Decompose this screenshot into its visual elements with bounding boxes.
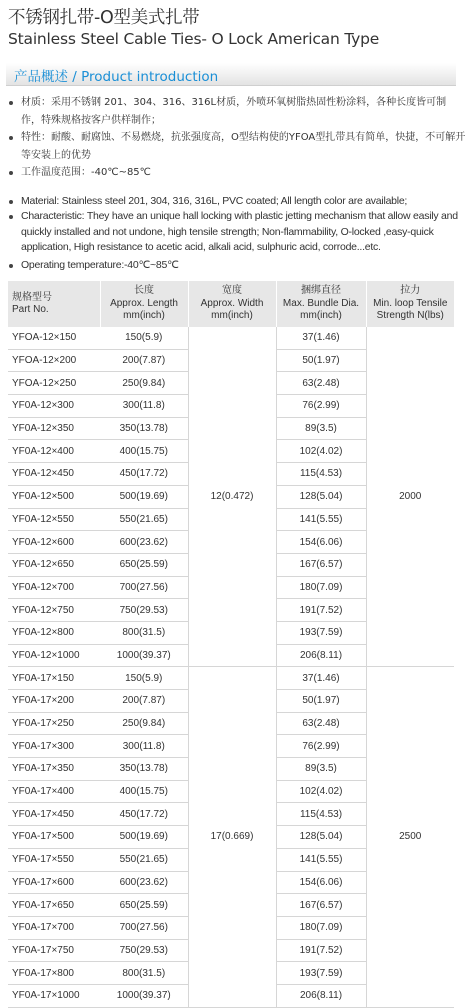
cell-length: 650(25.59): [100, 894, 188, 917]
cell-length: 450(17.72): [100, 463, 188, 486]
cell-part-no: YF0A-12×500: [8, 485, 100, 508]
cell-bundle-dia: 50(1.97): [276, 349, 366, 372]
header-bundle-dia: 捆绑直径 Max. Bundle Dia. mm(inch): [276, 281, 366, 327]
cell-part-no: YF0A-17×300: [8, 735, 100, 758]
cell-part-no: YF0A-12×400: [8, 440, 100, 463]
cell-part-no: YF0A-17×650: [8, 894, 100, 917]
cell-part-no: YF0A-17×750: [8, 939, 100, 962]
cell-part-no: YF0A-12×750: [8, 599, 100, 622]
cell-part-no: YF0A-17×550: [8, 848, 100, 871]
bullet-dot-icon: [9, 101, 13, 105]
header-width: 宽度 Approx. Width mm(inch): [188, 281, 276, 327]
cell-part-no: YF0A-12×600: [8, 531, 100, 554]
cell-bundle-dia: 76(2.99): [276, 735, 366, 758]
cell-bundle-dia: 37(1.46): [276, 327, 366, 349]
cell-length: 550(21.65): [100, 848, 188, 871]
cell-bundle-dia: 37(1.46): [276, 667, 366, 690]
cell-bundle-dia: 89(3.5): [276, 417, 366, 440]
bullet-dot-icon: [9, 136, 13, 140]
section-heading-bar: [6, 63, 456, 86]
cell-width: 17(0.669): [188, 667, 276, 1007]
bullet-dot-icon: [9, 171, 13, 175]
table-body: [8, 327, 454, 1007]
cell-bundle-dia: 115(4.53): [276, 463, 366, 486]
cell-bundle-dia: 193(7.59): [276, 962, 366, 985]
product-description: [8, 94, 466, 273]
table-header-row: [8, 281, 454, 327]
cell-bundle-dia: 206(8.11): [276, 644, 366, 667]
cell-length: 500(19.69): [100, 826, 188, 849]
cell-length: 350(13.78): [100, 417, 188, 440]
bullet-temperature-en: Operating temperature:-40℃~85℃: [8, 258, 466, 274]
cell-part-no: YF0A-12×300: [8, 395, 100, 418]
bullet-characteristic-cn: 特性：耐酸、耐腐蚀、不易燃烧，抗张强度高，O型结构使的YFOA型扎带具有简单，快捷，不可解开等安装上的优势: [8, 129, 466, 164]
cell-bundle-dia: 193(7.59): [276, 621, 366, 644]
cell-length: 800(31.5): [100, 962, 188, 985]
cell-part-no: YF0A-17×150: [8, 667, 100, 690]
cell-length: 700(27.56): [100, 916, 188, 939]
cell-length: 400(15.75): [100, 440, 188, 463]
cell-part-no: YF0A-12×700: [8, 576, 100, 599]
bullet-material-cn: 材质：采用不锈钢 201、304、316、316L材质，外喷环氧树脂热固性粉涂料，各种长度皆可制作，特殊规格按客户供样制作；: [8, 94, 466, 129]
cell-bundle-dia: 191(7.52): [276, 599, 366, 622]
cell-length: 450(17.72): [100, 803, 188, 826]
cell-length: 300(11.8): [100, 735, 188, 758]
cell-length: 750(29.53): [100, 599, 188, 622]
cell-length: 400(15.75): [100, 780, 188, 803]
cell-part-no: YF0A-12×450: [8, 463, 100, 486]
cell-part-no: YF0A-17×700: [8, 916, 100, 939]
cell-part-no: YF0A-17×250: [8, 712, 100, 735]
cell-length: 250(9.84): [100, 372, 188, 395]
cell-bundle-dia: 154(6.06): [276, 531, 366, 554]
header-tensile: 拉力 Min. loop Tensile Strength N(lbs): [366, 281, 454, 327]
cell-part-no: YF0A-17×350: [8, 758, 100, 781]
cell-bundle-dia: 76(2.99): [276, 395, 366, 418]
cell-bundle-dia: 191(7.52): [276, 939, 366, 962]
cell-part-no: YF0A-17×200: [8, 690, 100, 713]
header-length: 长度 Approx. Length mm(inch): [100, 281, 188, 327]
table-row: [8, 667, 454, 690]
cell-length: 700(27.56): [100, 576, 188, 599]
cell-length: 300(11.8): [100, 395, 188, 418]
cell-part-no: YFOA-12×200: [8, 349, 100, 372]
cell-bundle-dia: 180(7.09): [276, 916, 366, 939]
cell-bundle-dia: 50(1.97): [276, 690, 366, 713]
cell-length: 1000(39.37): [100, 644, 188, 667]
cell-bundle-dia: 141(5.55): [276, 848, 366, 871]
cell-part-no: YF0A-17×600: [8, 871, 100, 894]
bullet-temperature-cn: 工作温度范围：-40℃~85℃: [8, 164, 466, 182]
cell-bundle-dia: 180(7.09): [276, 576, 366, 599]
bullet-dot-icon: [9, 264, 13, 268]
cell-length: 500(19.69): [100, 485, 188, 508]
cell-length: 600(23.62): [100, 871, 188, 894]
header-part-no: 规格型号 Part No.: [8, 281, 100, 327]
cell-part-no: YF0A-17×1000: [8, 984, 100, 1007]
cell-part-no: YF0A-17×800: [8, 962, 100, 985]
cell-length: 750(29.53): [100, 939, 188, 962]
bullet-dot-icon: [9, 200, 13, 204]
cell-part-no: YF0A-17×400: [8, 780, 100, 803]
bullet-characteristic-en: Characteristic: They have an unique hall locking with plastic jetting mechanism that allow easily and quickly installed and not undone, high tensile strength; Non-flammability, O-locked ,easy-quick application, High resistance to acetic acid, alkali acid, sulphuric acid, corrode...etc.: [8, 209, 466, 256]
cell-length: 250(9.84): [100, 712, 188, 735]
bullet-material-en: Material: Stainless steel 201, 304, 316, 316L, PVC coated; All length color are available;: [8, 194, 466, 210]
cell-part-no: YF0A-12×550: [8, 508, 100, 531]
cell-length: 350(13.78): [100, 758, 188, 781]
cell-length: 600(23.62): [100, 531, 188, 554]
cell-bundle-dia: 154(6.06): [276, 871, 366, 894]
cell-tensile: 2500: [366, 667, 454, 1007]
cell-length: 150(5.9): [100, 327, 188, 349]
cell-part-no: YFOA-12×150: [8, 327, 100, 349]
cell-part-no: YF0A-17×500: [8, 826, 100, 849]
page-title-en: Stainless Steel Cable Ties- O Lock American Type: [8, 30, 380, 48]
cell-tensile: 2000: [366, 327, 454, 667]
cell-bundle-dia: 206(8.11): [276, 984, 366, 1007]
cell-length: 200(7.87): [100, 349, 188, 372]
spec-table: [8, 281, 454, 1008]
page-title-cn: 不锈钢扎带-O型美式扎带: [8, 8, 200, 28]
cell-part-no: YF0A-12×350: [8, 417, 100, 440]
cell-part-no: YFOA-12×250: [8, 372, 100, 395]
cell-bundle-dia: 167(6.57): [276, 553, 366, 576]
cell-bundle-dia: 115(4.53): [276, 803, 366, 826]
cell-part-no: YF0A-12×650: [8, 553, 100, 576]
bullet-dot-icon: [9, 215, 13, 219]
cell-bundle-dia: 167(6.57): [276, 894, 366, 917]
cell-bundle-dia: 128(5.04): [276, 826, 366, 849]
cell-bundle-dia: 128(5.04): [276, 485, 366, 508]
cell-length: 800(31.5): [100, 621, 188, 644]
section-heading: 产品概述 / Product introduction: [14, 69, 219, 85]
table-row: [8, 327, 454, 349]
cell-bundle-dia: 102(4.02): [276, 780, 366, 803]
cell-length: 200(7.87): [100, 690, 188, 713]
cell-bundle-dia: 89(3.5): [276, 758, 366, 781]
cell-part-no: YF0A-12×800: [8, 621, 100, 644]
cell-length: 150(5.9): [100, 667, 188, 690]
cell-length: 650(25.59): [100, 553, 188, 576]
cell-length: 550(21.65): [100, 508, 188, 531]
cell-length: 1000(39.37): [100, 984, 188, 1007]
cell-part-no: YF0A-12×1000: [8, 644, 100, 667]
cell-bundle-dia: 63(2.48): [276, 712, 366, 735]
cell-bundle-dia: 102(4.02): [276, 440, 366, 463]
cell-bundle-dia: 63(2.48): [276, 372, 366, 395]
cell-bundle-dia: 141(5.55): [276, 508, 366, 531]
cell-part-no: YF0A-17×450: [8, 803, 100, 826]
cell-width: 12(0.472): [188, 327, 276, 667]
